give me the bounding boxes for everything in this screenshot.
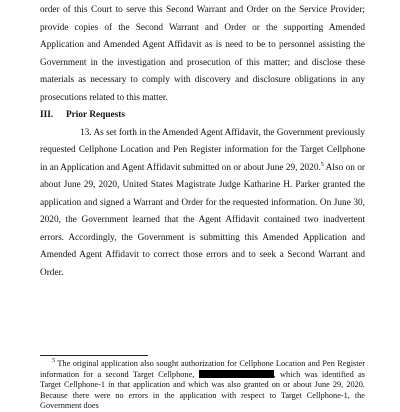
section-heading bbox=[40, 107, 365, 125]
footnote-reference[interactable]: 5 bbox=[320, 161, 324, 168]
paragraph-13-text-2: Also on or about June 29, 2020, United States Magistrate Judge Katharine H. Parker granted the application and signed a Warrant and Order for the requested information. On June 30, 2020, the Government learned that the Agent Affidavit contained two inadvertent errors. Accordingly, the Government is submitting this Amended Application and Amended Agent Affidavit to correct those errors and to seek a Second Warrant and Order. bbox=[40, 162, 365, 278]
paragraph-13 bbox=[40, 125, 365, 283]
paragraph-continued: order of this Court to serve this Second Warrant and Order on the Service Provider; provide copies of the Second Warrant and Order or the supporting Amended Application and Amended Agent Affidavit as is need to be to personnel assisting the Government in the investigation and prosecution of this matter; and disclose these materials as necessary to comply with discovery and disclosure obligations in any prosecutions related to this matter. bbox=[40, 5, 365, 103]
footnote-separator bbox=[40, 355, 148, 356]
footnote-text bbox=[40, 359, 365, 412]
paragraph-13-text-1: 13. As set forth in the Amended Agent Affidavit, the Government previously requested Cellphone Location and Pen Register information for the Target Cellphone in an Application and Agent Affidavit submitted on or about June 29, 2020. bbox=[40, 127, 365, 173]
footnote-text-1: The original application also sought authorization for Cellphone Location and Pen Register information for a second Target Cellphone, bbox=[40, 359, 365, 379]
redaction-box bbox=[199, 370, 274, 378]
footnote-text-2: , which was identified as Target Cellphone-1 in that application and which was also granted on or about June 29, 2020. Because there were no errors in the application with respect to Target Cellphone-1, the Government does bbox=[40, 369, 365, 411]
document-body bbox=[40, 2, 365, 282]
section-title: Prior Requests bbox=[66, 110, 125, 120]
footnote bbox=[40, 359, 365, 412]
section-number: III. bbox=[40, 110, 54, 120]
footnote-marker: 5 bbox=[52, 358, 55, 364]
